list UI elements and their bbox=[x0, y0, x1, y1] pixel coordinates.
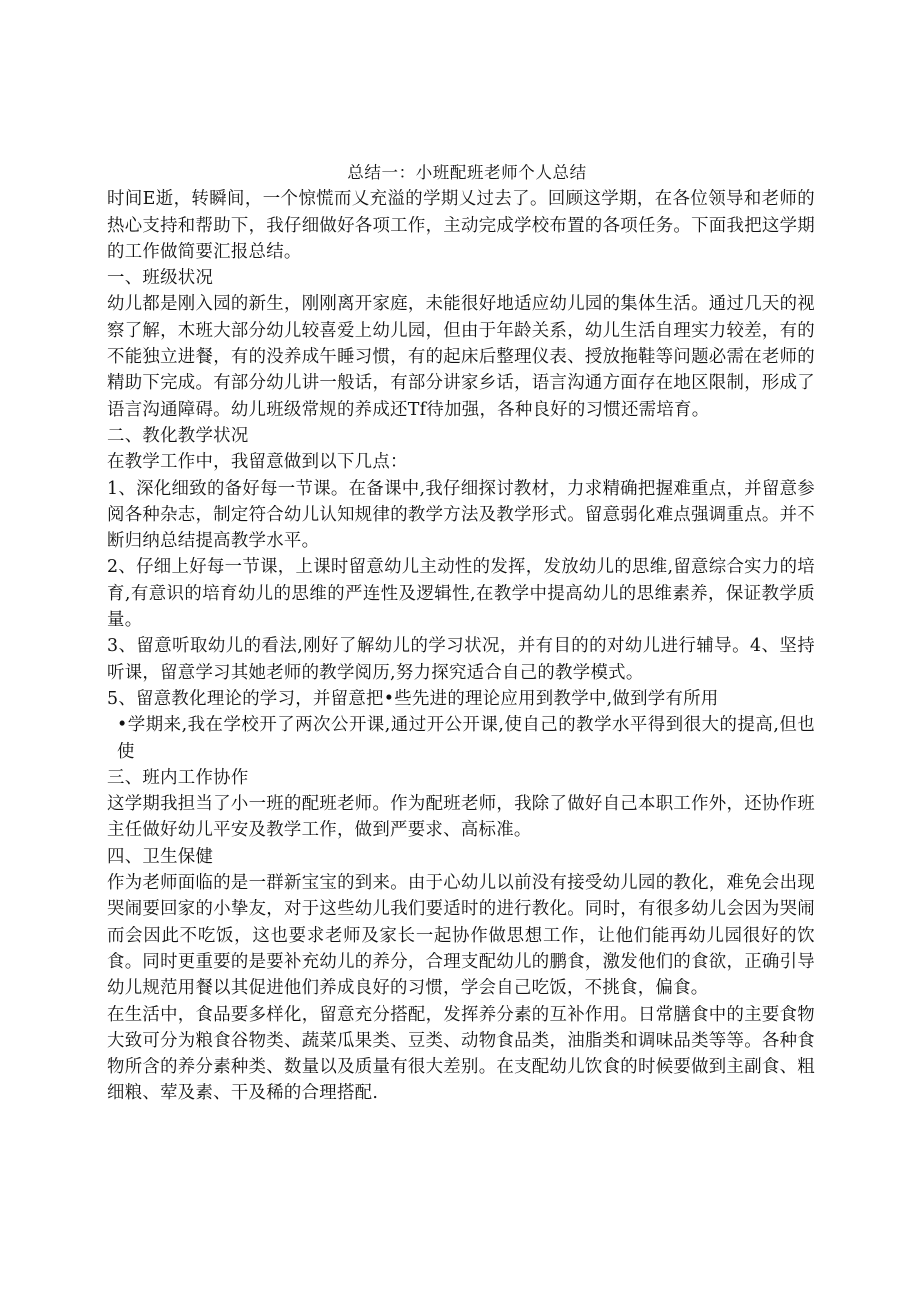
document-title: 总结一：小班配班老师个人总结 bbox=[347, 163, 587, 182]
document-page bbox=[107, 160, 815, 1107]
health-paragraph-1: 作为老师面临的是一群新宝宝的到来。由于心幼儿以前没有接受幼儿园的教化，难免会出现哭闹要回家的小挚友，对于这些幼儿我们要适时的进行教化。同时，有很多幼儿会因为哭闹而会因此不吃饭，这也要求老师及家长一起协作做思想工作，让他们能再幼儿园很好的饮食。同时更重要的是要补充幼儿的养分，合理支配幼儿的鹏食，激发他们的食欲，正确引导幼儿规范用餐以其促进他们养成良好的习惯，学会自己吃饭，不挑食，偏食。 bbox=[107, 873, 815, 999]
teaching-item-3: 3、留意听取幼儿的看法,刚好了解幼儿的学习状况，并有目的的对幼儿进行辅导。4、坚持听课，留意学习其她老师的教学阅历,努力探究适合自己的教学模式。 bbox=[107, 636, 815, 683]
section-heading-health: 四、卫生保健 bbox=[107, 846, 214, 867]
teaching-bullet-paragraph: •学期来,我在学校开了两次公开课,通过开公开课,使自己的教学水平得到很大的提高,但也使 bbox=[117, 715, 815, 762]
teaching-item-5: 5、留意教化理论的学习，并留意把•些先进的理论应用到教学中,做到学有所用 bbox=[107, 688, 719, 709]
class-status-paragraph: 幼儿都是刚入园的新生，刚刚离开家庭，未能很好地适应幼儿园的集体生活。通过几天的视察了解，木班大部分幼儿较喜爱上幼儿园，但由于年龄关系，幼儿生活自理实力较差，有的不能独立进餐，有的没养成午睡习惯，有的起床后整理仪表、授放拖鞋等问题必需在老师的精助下完成。有部分幼儿讲一般话，有部分讲家乡话，语言沟通方面存在地区限制，形成了语言沟通障碍。幼儿班级常规的养成还Tf待加强，各种良好的习惯还需培育。 bbox=[107, 294, 815, 420]
intro-paragraph: 时间E逝，转瞬间，一个惊慌而乂充溢的学期乂过去了。回顾这学期，在各位领导和老师的热心支持和帮助下，我仔细做好各项工作，主动完成学校布置的各项任务。下面我把这学期的工作做简要汇报总结。 bbox=[107, 189, 815, 262]
cooperation-paragraph: 这学期我担当了小一班的配班老师。作为配班老师，我除了做好自己本职工作外，还协作班主任做好幼儿平安及教学工作，做到严要求、高标准。 bbox=[107, 794, 815, 841]
teaching-item-1: 1、深化细致的备好每一节课。在备课中,我仔细探讨教材，力求精确把握难重点，并留意参阅各种杂志，制定符合幼儿认知规律的教学方法及教学形式。留意弱化难点强调重点。并不断归纳总结提高教学水平。 bbox=[107, 478, 815, 552]
health-paragraph-2: 在生活中，食品要多样化，留意充分搭配，发挥养分素的互补作用。日常膳食中的主要食物大致可分为粮食谷物类、蔬菜瓜果类、豆类、动物食品类，油脂类和调味品类等等。各种食物所含的养分素种类、数量以及质量有很大差别。在支配幼儿饮食的时候要做到主副食、粗细粮、荤及素、干及稀的合理搭配. bbox=[107, 1004, 815, 1104]
section-heading-teaching: 二、教化教学状况 bbox=[107, 425, 249, 446]
teaching-item-2: 2、仔细上好每一节课，上课时留意幼儿主动性的发挥，发放幼儿的思维,留意综合实力的培育,有意识的培育幼儿的思维的严连性及逻辑性,在教学中提高幼儿的思维素养，保证教学质量。 bbox=[107, 557, 815, 631]
section-heading-class-status: 一、班级状况 bbox=[107, 268, 214, 289]
teaching-lead-paragraph: 在教学工作中，我留意做到以下几点： bbox=[107, 452, 408, 473]
section-heading-cooperation: 三、班内工作协作 bbox=[107, 767, 249, 788]
